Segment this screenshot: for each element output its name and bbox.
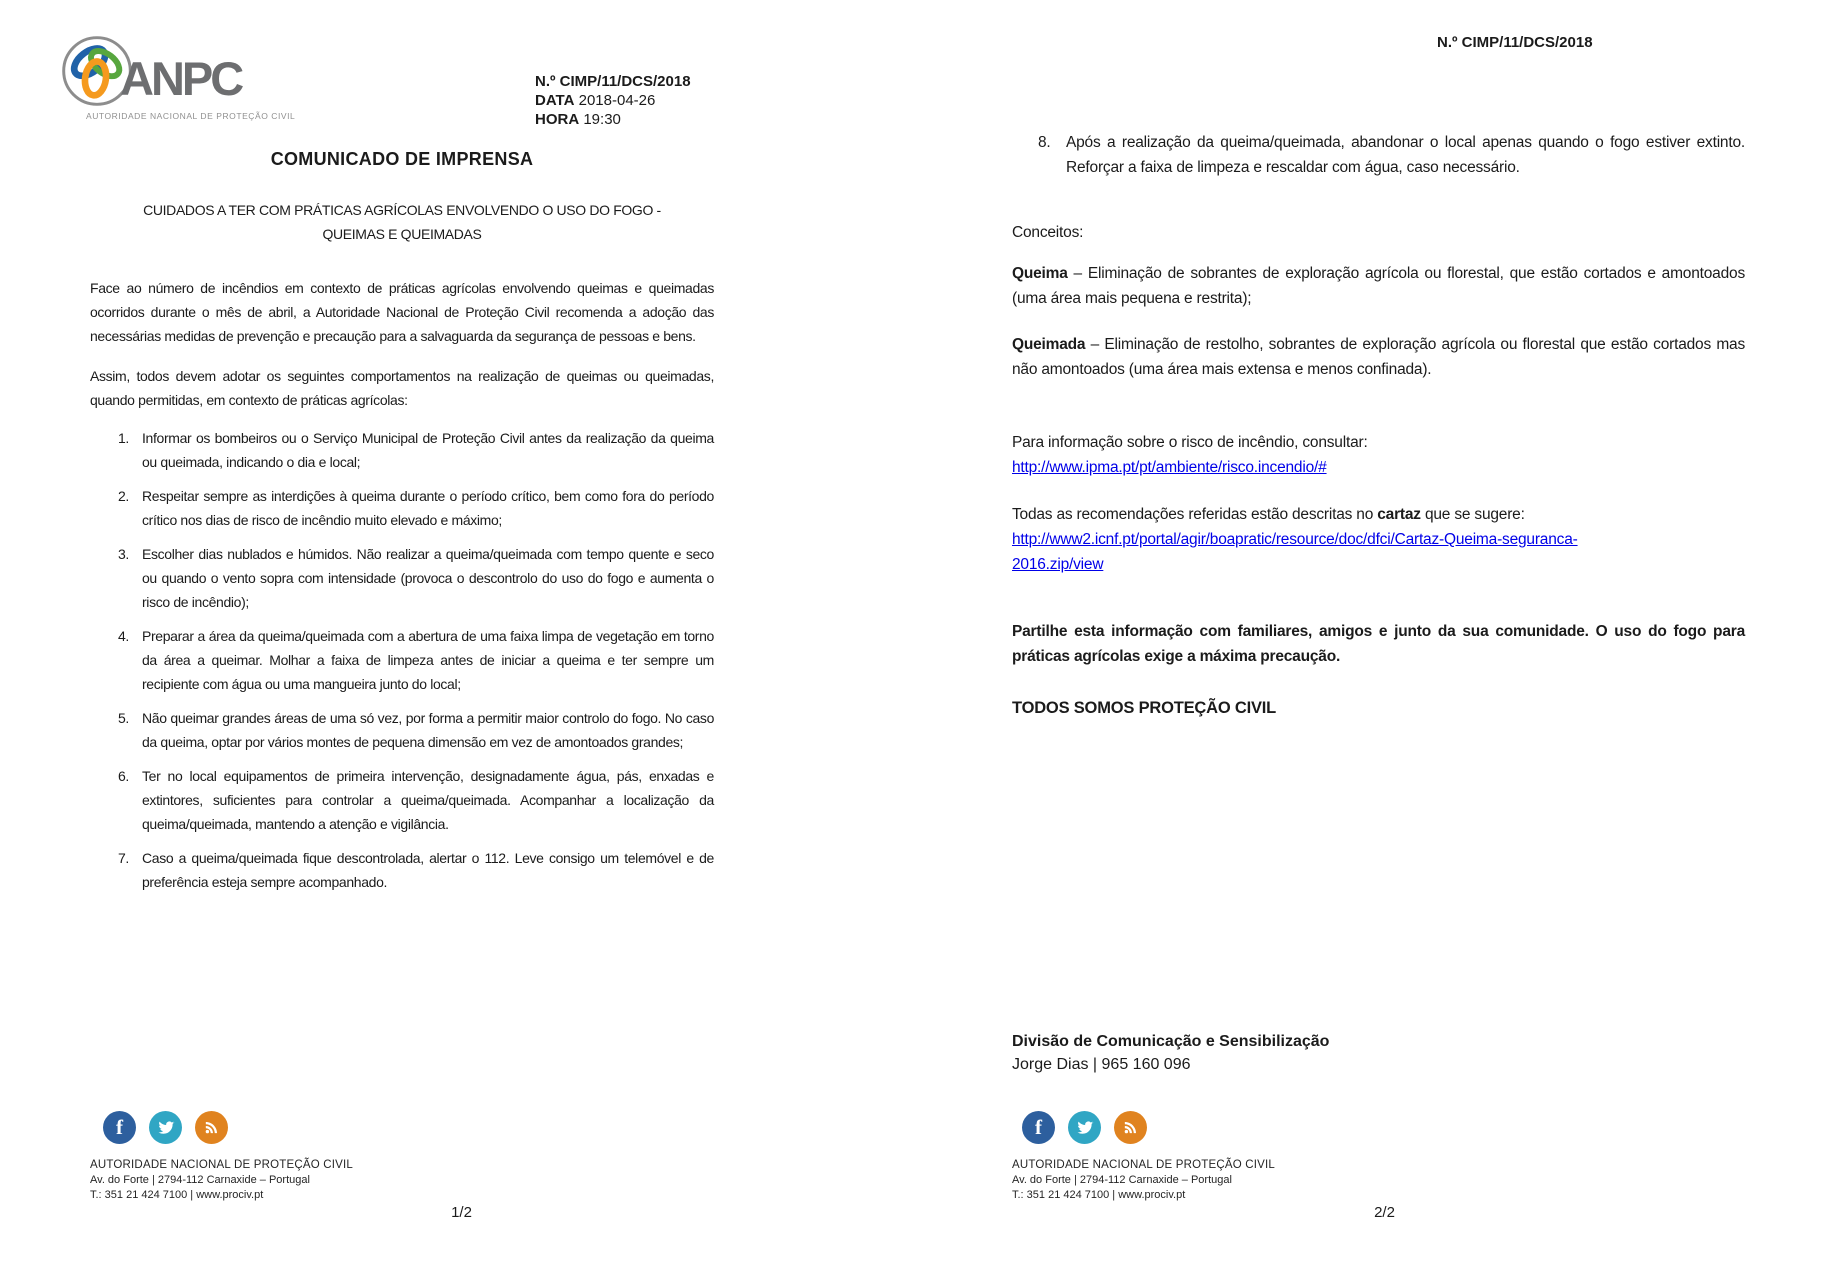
- contact-block: [1012, 1030, 1329, 1076]
- poster-link-row: [1012, 527, 1745, 577]
- logo-caption: AUTORIDADE NACIONAL DE PROTEÇÃO CIVIL: [86, 111, 296, 121]
- ipma-risk-link[interactable]: http://www.ipma.pt/pt/ambiente/risco.incendio/#: [1012, 459, 1327, 476]
- risk-link-row: [1012, 455, 1745, 480]
- page-footer: [90, 1158, 353, 1203]
- rss-icon[interactable]: [195, 1111, 228, 1144]
- risk-info-label: Para informação sobre o risco de incêndio, consultar:: [1012, 434, 1368, 451]
- page-number: 2/2: [1374, 1204, 1395, 1221]
- list-item: 3. Escolher dias nublados e húmidos. Não realizar a queima/queimada com tempo quente e seco ou quando o vento sopra com intensidade (provoca o descontrolo do uso do fogo e aumenta o risco de incêndio);: [118, 546, 714, 610]
- poster-label: Todas as recomendações referidas estão descritas no cartaz que se sugere:: [1012, 506, 1525, 523]
- facebook-icon[interactable]: f: [103, 1111, 136, 1144]
- civil-protection-slogan: TODOS SOMOS PROTEÇÃO CIVIL: [1012, 699, 1277, 717]
- twitter-icon[interactable]: [149, 1111, 182, 1144]
- document-meta: [535, 72, 691, 129]
- definition-queima: Queima – Eliminação de sobrantes de exploração agrícola ou florestal, que estão cortados e amontoados (uma área mais pequena e restrita);: [1012, 265, 1745, 307]
- behaviors-paragraph: Assim, todos devem adotar os seguintes comportamentos na realização de queimas ou queimadas, quando permitidas, em contexto de práticas agrícolas:: [90, 368, 714, 408]
- logo-acronym: ANPC: [120, 51, 242, 105]
- icnf-poster-link[interactable]: http://www2.icnf.pt/portal/agir/boapratic/resource/doc/dfci/Cartaz-Queima-seguranca- 2016.zip/view: [1012, 531, 1578, 573]
- footer-phone: T.: 351 21 424 7100 | www.prociv.pt: [90, 1189, 264, 1201]
- doc-time: HORA 19:30: [535, 111, 621, 128]
- rss-icon[interactable]: [1114, 1111, 1147, 1144]
- twitter-bird-icon: [157, 1119, 175, 1137]
- press-release-subtitle: CUIDADOS A TER COM PRÁTICAS AGRÍCOLAS ENVOLVENDO O USO DO FOGO - QUEIMAS E QUEIMADAS: [143, 202, 661, 242]
- doc-date: DATA 2018-04-26: [535, 92, 656, 109]
- twitter-bird-icon: [1076, 1119, 1094, 1137]
- anpc-logo: [60, 34, 296, 121]
- list-item: 8. Após a realização da queima/queimada, abandonar o local apenas quando o fogo estiver extinto. Reforçar a faixa de limpeza e rescaldar com água, caso necessário.: [1038, 134, 1745, 176]
- share-callout: Partilhe esta informação com familiares, amigos e junto da sua comunidade. O uso do fogo para práticas agrícolas exige a máxima precaução.: [1012, 623, 1745, 665]
- page2-content: [1012, 130, 1745, 721]
- footer-org: AUTORIDADE NACIONAL DE PROTEÇÃO CIVIL: [1012, 1159, 1276, 1171]
- doc-number: N.º CIMP/11/DCS/2018: [1437, 34, 1593, 51]
- contact-person: Jorge Dias | 965 160 096: [1012, 1056, 1191, 1073]
- facebook-icon[interactable]: f: [1022, 1111, 1055, 1144]
- page-number: 1/2: [451, 1204, 472, 1221]
- press-release-title: COMUNICADO DE IMPRENSA: [270, 149, 534, 169]
- footer-address: Av. do Forte | 2794-112 Carnaxide – Portugal: [1012, 1174, 1232, 1186]
- contact-division: Divisão de Comunicação e Sensibilização: [1012, 1033, 1330, 1050]
- rss-feed-icon: [1122, 1119, 1139, 1136]
- rss-feed-icon: [203, 1119, 220, 1136]
- footer-org: AUTORIDADE NACIONAL DE PROTEÇÃO CIVIL: [90, 1159, 354, 1171]
- list-item: 1. Informar os bombeiros ou o Serviço Municipal de Proteção Civil antes da realização da queima ou queimada, indicando o dia e local;: [118, 430, 714, 470]
- definition-queimada: Queimada – Eliminação de restolho, sobrantes de exploração agrícola ou florestal que estão cortados mas não amontoados (uma área mais extensa e menos confinada).: [1012, 336, 1745, 378]
- list-item: 4. Preparar a área da queima/queimada com a abertura de uma faixa limpa de vegetação em torno da área a queimar. Molhar a faixa de limpeza antes de iniciar a queima e ter sempre um recipiente com água ou uma mangueira junto do local;: [118, 628, 714, 692]
- intro-paragraph: Face ao número de incêndios em contexto de práticas agrícolas envolvendo queimas e queimadas ocorridos durante o mês de abril, a Autoridade Nacional de Proteção Civil recomenda a adoção das necessárias medidas de prevenção e precaução para a salvaguarda da segurança de pessoas e bens.: [90, 280, 714, 344]
- concepts-label: Conceitos:: [1012, 224, 1084, 241]
- doc-number: N.º CIMP/11/DCS/2018: [535, 73, 691, 90]
- page-2: [923, 0, 1846, 1272]
- social-links: [103, 1111, 228, 1144]
- list-item: 5. Não queimar grandes áreas de uma só vez, por forma a permitir maior controlo do fogo. No caso da queima, optar por vários montes de pequena dimensão em vez de amontoados grandes;: [118, 710, 714, 750]
- list-item: 2. Respeitar sempre as interdições à queima durante o período crítico, bem como fora do período crítico nos dias de risco de incêndio muito elevado e máximo;: [118, 488, 714, 528]
- social-links: [1022, 1111, 1147, 1144]
- page-footer: [1012, 1158, 1275, 1203]
- list-item: 6. Ter no local equipamentos de primeira intervenção, designadamente água, pás, enxadas e extintores, suficientes para controlar a queima/queimada. Acompanhar a localização da queima/queimada, mantendo a atenção e vigilância.: [118, 768, 714, 832]
- footer-phone: T.: 351 21 424 7100 | www.prociv.pt: [1012, 1189, 1186, 1201]
- page1-content: [90, 146, 714, 904]
- list-item: 7. Caso a queima/queimada fique descontrolada, alertar o 112. Leve consigo um telemóvel e de preferência esteja sempre acompanhado.: [118, 850, 714, 890]
- twitter-icon[interactable]: [1068, 1111, 1101, 1144]
- footer-address: Av. do Forte | 2794-112 Carnaxide – Portugal: [90, 1174, 310, 1186]
